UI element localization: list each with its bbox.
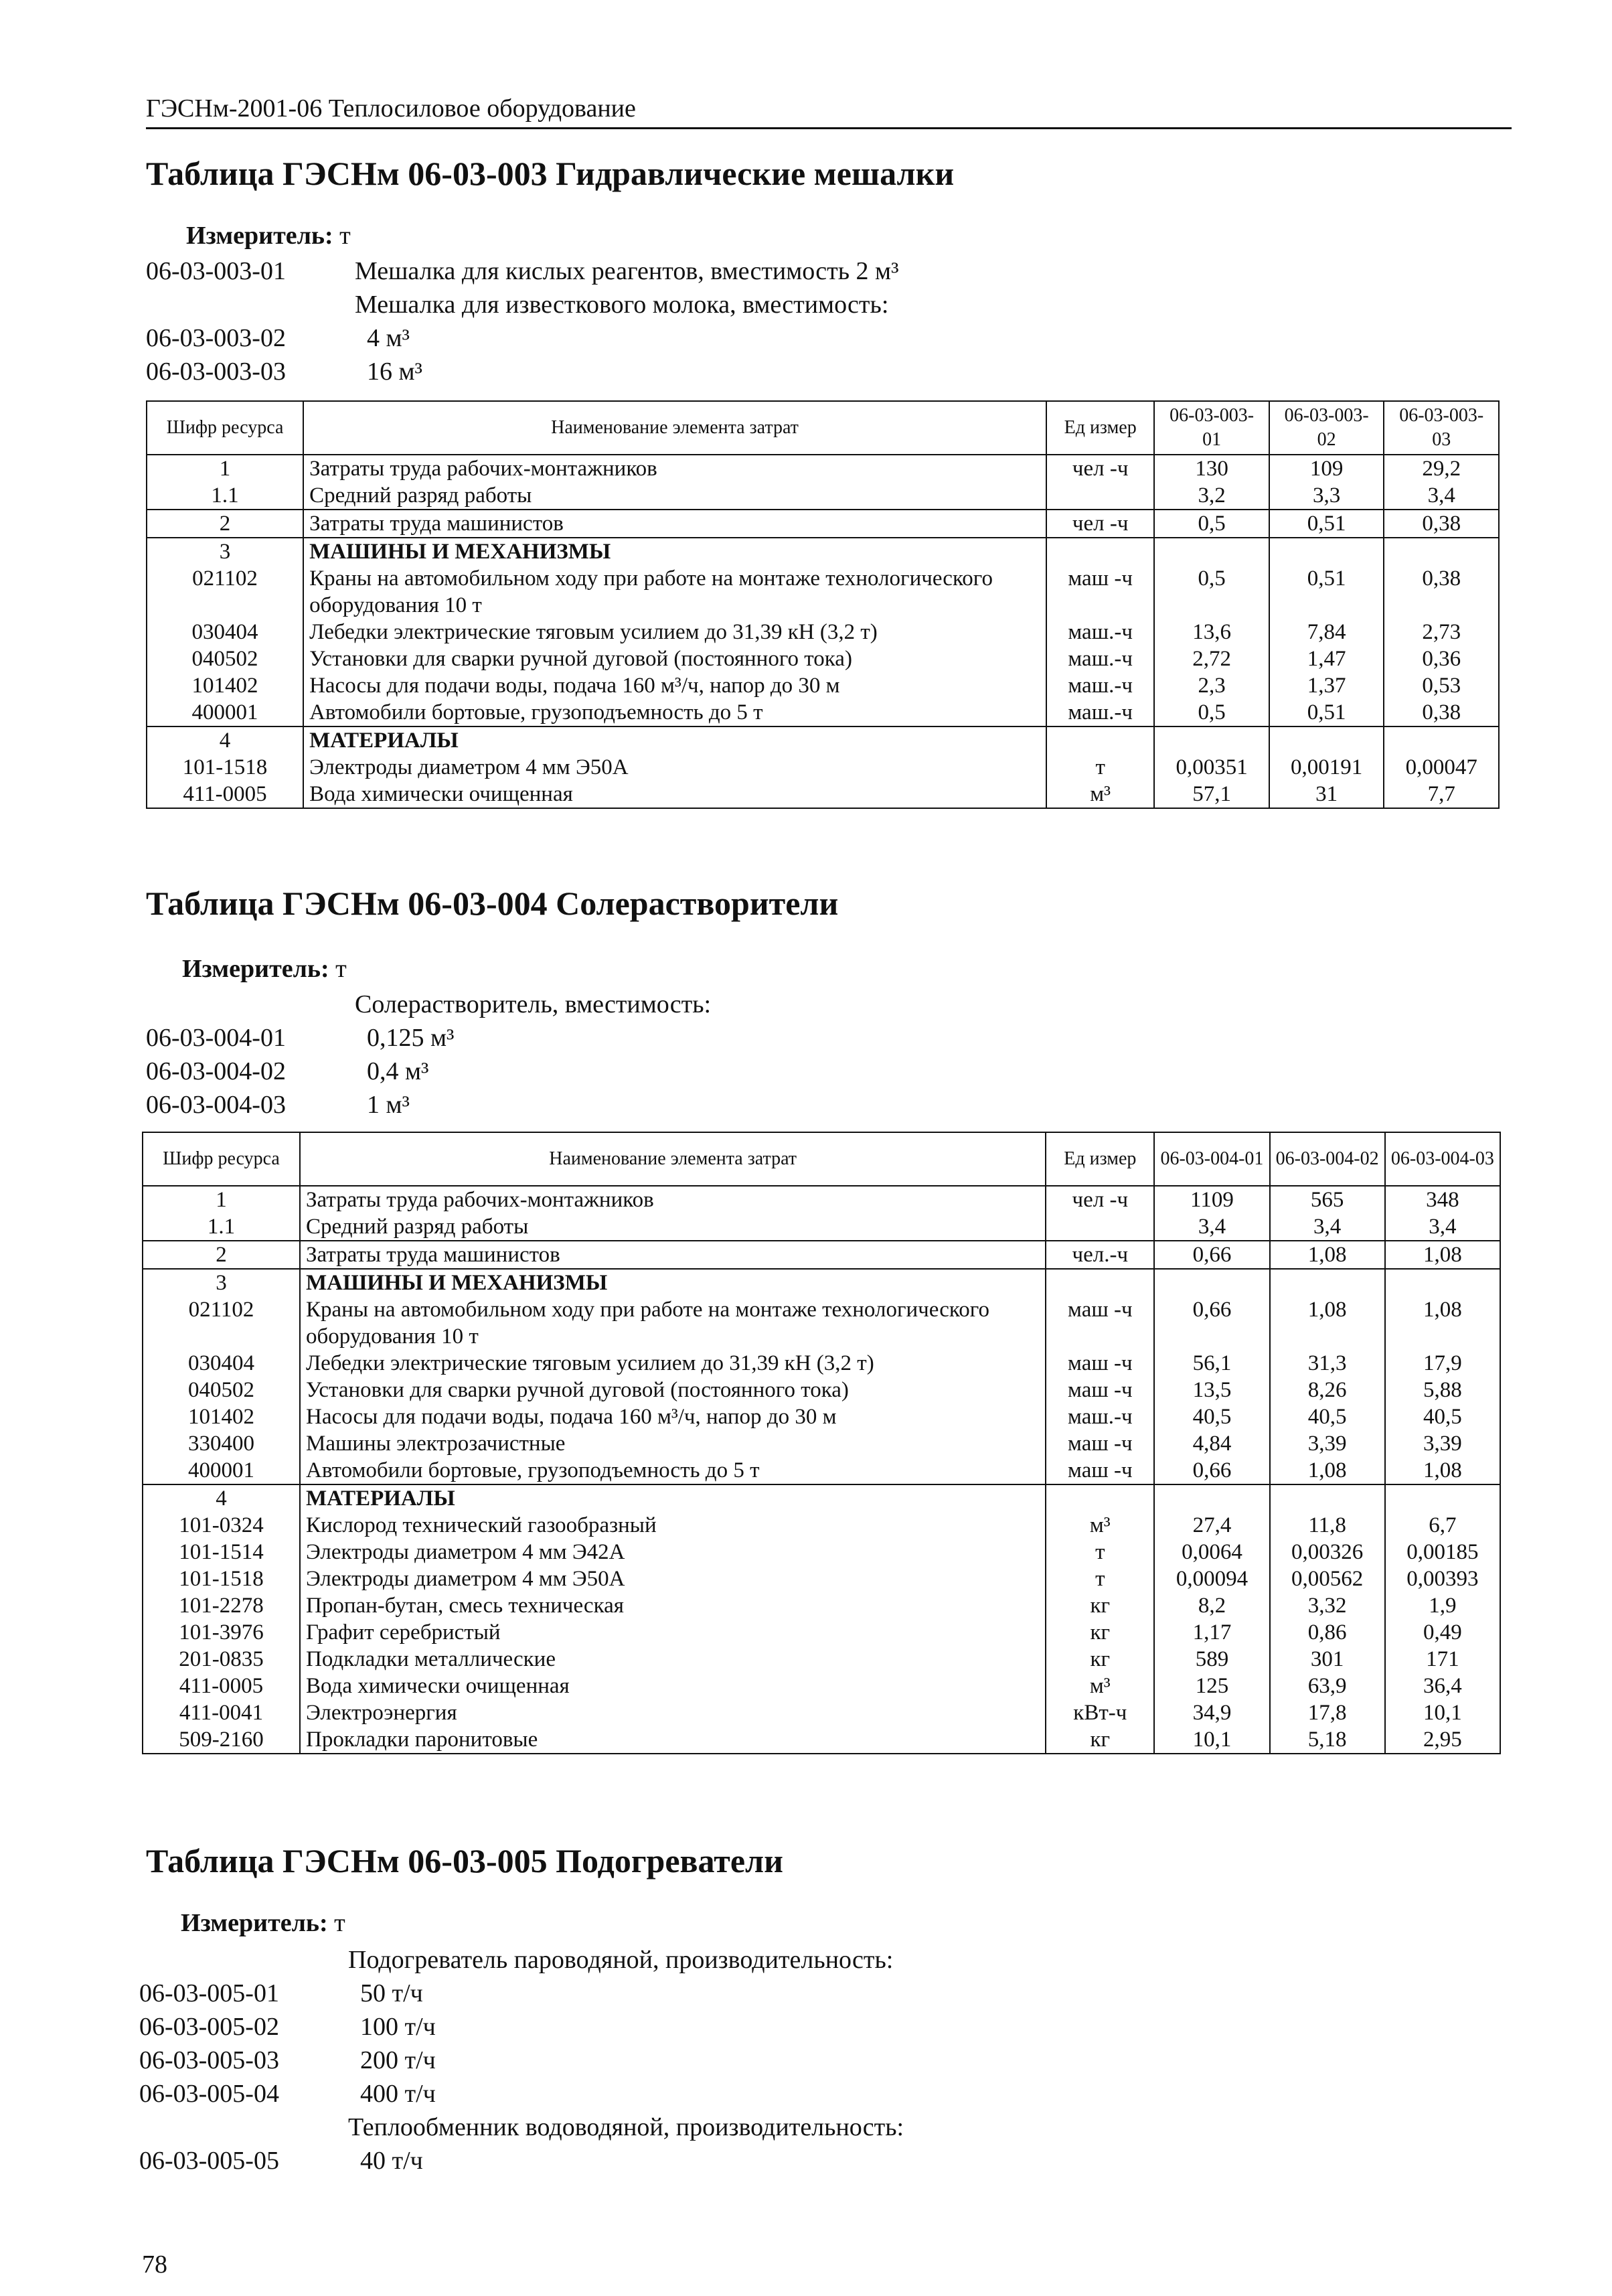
code-id: 06-03-004-01 xyxy=(146,1024,286,1052)
cell-value: 1,08 xyxy=(1270,1241,1385,1269)
cell-value: 13,5 xyxy=(1154,1377,1269,1403)
cell-value: 565 xyxy=(1270,1186,1385,1213)
cell-value xyxy=(1270,1484,1385,1512)
cell-resource-code: 400001 xyxy=(143,1457,300,1484)
table-004-meter xyxy=(182,954,347,984)
cell-resource-code: 101402 xyxy=(147,672,303,699)
cell-unit: т xyxy=(1046,1565,1154,1592)
cell-value: 0,38 xyxy=(1384,565,1499,619)
table-row xyxy=(143,1377,1500,1403)
cell-value: 36,4 xyxy=(1385,1673,1500,1699)
cell-resource-code: 101-1518 xyxy=(147,754,303,781)
cell-value: 0,53 xyxy=(1384,672,1499,699)
column-header: 06-03-003-03 xyxy=(1384,401,1499,455)
cell-name: МАТЕРИАЛЫ xyxy=(303,726,1046,754)
cell-value xyxy=(1384,726,1499,754)
meter-label: Измеритель: xyxy=(186,222,333,250)
cell-name: Электроэнергия xyxy=(300,1699,1046,1726)
cell-value: 34,9 xyxy=(1154,1699,1269,1726)
code-row xyxy=(146,355,422,388)
cell-unit: т xyxy=(1046,1539,1154,1565)
cell-value: 1,08 xyxy=(1385,1296,1500,1350)
cell-name: Графит серебристый xyxy=(300,1619,1046,1646)
cell-resource-code: 330400 xyxy=(143,1430,300,1457)
cell-name: Лебедки электрические тяговым усилием до 31,39 кН (3,2 т) xyxy=(300,1350,1046,1377)
column-header: Наименование элемента затрат xyxy=(303,401,1046,455)
table-row xyxy=(143,1457,1500,1484)
cell-value: 589 xyxy=(1154,1646,1269,1673)
cell-value: 31 xyxy=(1269,781,1384,808)
cell-value: 0,00326 xyxy=(1270,1539,1385,1565)
code-row xyxy=(146,1088,410,1122)
cell-resource-code: 201-0835 xyxy=(143,1646,300,1673)
table-row xyxy=(147,781,1499,808)
cell-unit: м³ xyxy=(1046,1512,1154,1539)
cell-value: 2,95 xyxy=(1385,1726,1500,1754)
cell-unit: м³ xyxy=(1046,1673,1154,1699)
cell-resource-code: 101-1514 xyxy=(143,1539,300,1565)
code-row xyxy=(139,1977,423,2010)
table-row xyxy=(143,1512,1500,1539)
cell-unit: маш.-ч xyxy=(1046,1403,1154,1430)
cell-value: 0,00185 xyxy=(1385,1539,1500,1565)
cell-resource-code: 4 xyxy=(143,1484,300,1512)
cell-resource-code: 101-3976 xyxy=(143,1619,300,1646)
cell-resource-code: 4 xyxy=(147,726,303,754)
cell-value: 0,51 xyxy=(1269,565,1384,619)
cell-value: 31,3 xyxy=(1270,1350,1385,1377)
cell-resource-code: 040502 xyxy=(147,645,303,672)
table-003-title: Таблица ГЭСНм 06-03-003 Гидравлические мешалки xyxy=(146,155,955,192)
cell-value: 8,2 xyxy=(1154,1592,1269,1619)
cell-resource-code: 411-0005 xyxy=(147,781,303,808)
cell-value: 17,9 xyxy=(1385,1350,1500,1377)
cell-value: 13,6 xyxy=(1154,619,1269,645)
cell-name: Установки для сварки ручной дуговой (постоянного тока) xyxy=(300,1377,1046,1403)
cell-unit: м³ xyxy=(1046,781,1154,808)
cell-name: Краны на автомобильном ходу при работе на монтаже технологического оборудования 10 т xyxy=(303,565,1046,619)
cell-value: 0,5 xyxy=(1154,699,1269,726)
table-row xyxy=(143,1296,1500,1350)
table-row xyxy=(143,1213,1500,1241)
cell-value: 1,17 xyxy=(1154,1619,1269,1646)
cell-value: 29,2 xyxy=(1384,455,1499,482)
cell-value xyxy=(1154,538,1269,565)
meter-unit: т xyxy=(335,955,347,983)
cell-value: 27,4 xyxy=(1154,1512,1269,1539)
cell-unit: маш.-ч xyxy=(1046,699,1154,726)
code-row xyxy=(139,2077,436,2111)
cell-value xyxy=(1270,1269,1385,1296)
cell-unit xyxy=(1046,1213,1154,1241)
cell-resource-code: 101-1518 xyxy=(143,1565,300,1592)
column-header: 06-03-004-02 xyxy=(1270,1132,1385,1186)
table-row xyxy=(143,1673,1500,1699)
code-id: 06-03-005-03 xyxy=(139,2046,279,2074)
cell-value: 0,00047 xyxy=(1384,754,1499,781)
code-row xyxy=(139,2144,423,2177)
table-row xyxy=(147,699,1499,726)
cell-resource-code: 411-0005 xyxy=(143,1673,300,1699)
cell-value: 1,08 xyxy=(1270,1296,1385,1350)
column-header: Шифр ресурса xyxy=(143,1132,300,1186)
meter-unit: т xyxy=(334,1909,345,1937)
table-header-row xyxy=(143,1132,1500,1186)
cell-name: МАШИНЫ И МЕХАНИЗМЫ xyxy=(303,538,1046,565)
table-row xyxy=(143,1350,1500,1377)
cell-value: 40,5 xyxy=(1270,1403,1385,1430)
cell-value: 8,26 xyxy=(1270,1377,1385,1403)
cell-resource-code: 2 xyxy=(147,510,303,538)
cell-value: 0,00351 xyxy=(1154,754,1269,781)
cell-resource-code: 1 xyxy=(143,1186,300,1213)
cell-value xyxy=(1385,1269,1500,1296)
cell-unit: кг xyxy=(1046,1646,1154,1673)
code-row xyxy=(139,2111,904,2144)
table-row xyxy=(143,1565,1500,1592)
code-description: 4 м³ xyxy=(367,324,410,352)
cell-resource-code: 040502 xyxy=(143,1377,300,1403)
cell-value: 3,4 xyxy=(1384,482,1499,510)
code-description: Мешалка для известкового молока, вместимость: xyxy=(355,291,889,319)
cell-resource-code: 021102 xyxy=(147,565,303,619)
cell-resource-code: 021102 xyxy=(143,1296,300,1350)
code-row xyxy=(139,2010,436,2044)
cell-name: Электроды диаметром 4 мм Э50А xyxy=(300,1565,1046,1592)
cell-value: 0,66 xyxy=(1154,1457,1269,1484)
code-id: 06-03-005-01 xyxy=(139,1979,279,2007)
cell-unit xyxy=(1046,1269,1154,1296)
table-row xyxy=(143,1726,1500,1754)
cell-value: 11,8 xyxy=(1270,1512,1385,1539)
cell-unit: маш.-ч xyxy=(1046,645,1154,672)
meter-label: Измеритель: xyxy=(182,955,329,983)
cell-value: 0,51 xyxy=(1269,699,1384,726)
table-row xyxy=(147,619,1499,645)
table-row xyxy=(147,645,1499,672)
cell-name: Затраты труда машинистов xyxy=(300,1241,1046,1269)
table-003-codes xyxy=(146,254,899,388)
code-row xyxy=(146,321,410,355)
cell-value: 301 xyxy=(1270,1646,1385,1673)
cell-resource-code: 411-0041 xyxy=(143,1699,300,1726)
cell-value: 0,00393 xyxy=(1385,1565,1500,1592)
code-id: 06-03-005-04 xyxy=(139,2080,279,2108)
cell-name: Подкладки металлические xyxy=(300,1646,1046,1673)
cell-name: Вода химически очищенная xyxy=(300,1673,1046,1699)
cell-resource-code: 509-2160 xyxy=(143,1726,300,1754)
cell-resource-code: 1 xyxy=(147,455,303,482)
cell-unit: чел -ч xyxy=(1046,455,1154,482)
cell-resource-code: 101-2278 xyxy=(143,1592,300,1619)
cell-unit: чел -ч xyxy=(1046,1186,1154,1213)
cell-resource-code: 101402 xyxy=(143,1403,300,1430)
code-row xyxy=(146,1055,429,1088)
cell-name: Пропан-бутан, смесь техническая xyxy=(300,1592,1046,1619)
column-header: 06-03-003-01 xyxy=(1154,401,1269,455)
cell-value: 3,39 xyxy=(1270,1430,1385,1457)
table-004-title: Таблица ГЭСНм 06-03-004 Солерастворители xyxy=(146,885,839,922)
cell-value: 1,08 xyxy=(1270,1457,1385,1484)
table-row xyxy=(143,1699,1500,1726)
cell-resource-code: 1.1 xyxy=(147,482,303,510)
cell-value: 171 xyxy=(1385,1646,1500,1673)
code-row xyxy=(146,1021,455,1055)
cell-value: 3,2 xyxy=(1154,482,1269,510)
code-row xyxy=(146,254,899,288)
code-id: 06-03-003-01 xyxy=(146,257,286,285)
cell-unit: кВт-ч xyxy=(1046,1699,1154,1726)
cell-value: 1,9 xyxy=(1385,1592,1500,1619)
cell-value: 4,84 xyxy=(1154,1430,1269,1457)
code-description: Мешалка для кислых реагентов, вместимость 2 м³ xyxy=(355,257,899,285)
table-005-codes xyxy=(139,1943,904,2177)
meter-label: Измеритель: xyxy=(181,1909,328,1937)
cell-value: 348 xyxy=(1385,1186,1500,1213)
table-row xyxy=(143,1430,1500,1457)
cell-value xyxy=(1154,1269,1269,1296)
cell-value: 0,0064 xyxy=(1154,1539,1269,1565)
cell-value: 2,73 xyxy=(1384,619,1499,645)
code-description: 100 т/ч xyxy=(360,2013,436,2041)
cell-name: МАТЕРИАЛЫ xyxy=(300,1484,1046,1512)
cell-unit: маш -ч xyxy=(1046,1457,1154,1484)
cell-value: 0,38 xyxy=(1384,699,1499,726)
table-row xyxy=(147,538,1499,565)
cell-resource-code: 101-0324 xyxy=(143,1512,300,1539)
cell-value: 2,72 xyxy=(1154,645,1269,672)
code-description: Солерастворитель, вместимость: xyxy=(355,990,712,1018)
cell-unit: маш.-ч xyxy=(1046,619,1154,645)
column-header: 06-03-004-01 xyxy=(1154,1132,1269,1186)
cell-value: 57,1 xyxy=(1154,781,1269,808)
cell-value: 1,37 xyxy=(1269,672,1384,699)
cell-value: 0,5 xyxy=(1154,565,1269,619)
cell-value: 3,3 xyxy=(1269,482,1384,510)
cell-unit: маш -ч xyxy=(1046,565,1154,619)
cell-name: Средний разряд работы xyxy=(303,482,1046,510)
table-row xyxy=(147,672,1499,699)
code-id: 06-03-005-05 xyxy=(139,2147,279,2175)
table-004-codes xyxy=(146,988,712,1122)
cell-name: Насосы для подачи воды, подача 160 м³/ч, напор до 30 м xyxy=(300,1403,1046,1430)
cell-name: Установки для сварки ручной дуговой (постоянного тока) xyxy=(303,645,1046,672)
cell-unit: маш -ч xyxy=(1046,1430,1154,1457)
cell-value: 0,5 xyxy=(1154,510,1269,538)
cell-value xyxy=(1269,538,1384,565)
cell-unit: кг xyxy=(1046,1619,1154,1646)
table-005-meter xyxy=(181,1908,345,1938)
cell-unit: чел -ч xyxy=(1046,510,1154,538)
cell-name: Затраты труда рабочих-монтажников xyxy=(300,1186,1046,1213)
code-description: 400 т/ч xyxy=(360,2080,436,2108)
cell-value: 2,3 xyxy=(1154,672,1269,699)
cell-value xyxy=(1385,1484,1500,1512)
cell-value: 0,38 xyxy=(1384,510,1499,538)
cell-resource-code: 030404 xyxy=(147,619,303,645)
cell-value: 0,66 xyxy=(1154,1296,1269,1350)
cell-name: МАШИНЫ И МЕХАНИЗМЫ xyxy=(300,1269,1046,1296)
code-row xyxy=(146,288,889,321)
cell-value xyxy=(1384,538,1499,565)
table-row xyxy=(147,754,1499,781)
code-description: 1 м³ xyxy=(367,1091,410,1119)
code-row xyxy=(139,2044,436,2077)
cell-value: 0,00562 xyxy=(1270,1565,1385,1592)
cell-resource-code: 3 xyxy=(143,1269,300,1296)
cell-value: 40,5 xyxy=(1154,1403,1269,1430)
table-row xyxy=(143,1539,1500,1565)
cell-unit xyxy=(1046,482,1154,510)
cell-name: Краны на автомобильном ходу при работе на монтаже технологического оборудования 10 т xyxy=(300,1296,1046,1350)
cell-value: 3,32 xyxy=(1270,1592,1385,1619)
cell-name: Средний разряд работы xyxy=(300,1213,1046,1241)
column-header: 06-03-004-03 xyxy=(1385,1132,1500,1186)
code-id: 06-03-005-02 xyxy=(139,2013,279,2041)
column-header: Ед измер xyxy=(1046,1132,1154,1186)
cell-value: 3,4 xyxy=(1385,1213,1500,1241)
cell-value: 10,1 xyxy=(1154,1726,1269,1754)
cell-value xyxy=(1154,1484,1269,1512)
table-row xyxy=(147,565,1499,619)
cell-unit: маш.-ч xyxy=(1046,672,1154,699)
cell-unit xyxy=(1046,726,1154,754)
cell-value: 10,1 xyxy=(1385,1699,1500,1726)
table-004 xyxy=(142,1132,1501,1754)
table-row xyxy=(147,482,1499,510)
cell-value: 0,86 xyxy=(1270,1619,1385,1646)
table-row xyxy=(143,1619,1500,1646)
cell-value: 0,51 xyxy=(1269,510,1384,538)
cell-value: 0,49 xyxy=(1385,1619,1500,1646)
meter-unit: т xyxy=(339,222,351,250)
cell-value: 0,36 xyxy=(1384,645,1499,672)
cell-value: 63,9 xyxy=(1270,1673,1385,1699)
table-row xyxy=(143,1484,1500,1512)
cell-name: Автомобили бортовые, грузоподъемность до 5 т xyxy=(303,699,1046,726)
cell-value: 17,8 xyxy=(1270,1699,1385,1726)
column-header: Шифр ресурса xyxy=(147,401,303,455)
cell-value: 0,00094 xyxy=(1154,1565,1269,1592)
column-header: Ед измер xyxy=(1046,401,1154,455)
cell-name: Прокладки паронитовые xyxy=(300,1726,1046,1754)
cell-resource-code: 3 xyxy=(147,538,303,565)
cell-unit: т xyxy=(1046,754,1154,781)
table-row xyxy=(143,1592,1500,1619)
cell-value: 0,00191 xyxy=(1269,754,1384,781)
cell-value: 6,7 xyxy=(1385,1512,1500,1539)
cell-value: 40,5 xyxy=(1385,1403,1500,1430)
code-description: 16 м³ xyxy=(367,358,422,386)
code-description: Теплообменник водоводяной, производительность: xyxy=(348,2113,904,2141)
cell-unit xyxy=(1046,538,1154,565)
code-description: 0,4 м³ xyxy=(367,1057,429,1085)
running-header: ГЭСНм-2001-06 Теплосиловое оборудование xyxy=(146,94,1512,129)
cell-resource-code: 2 xyxy=(143,1241,300,1269)
cell-name: Кислород технический газообразный xyxy=(300,1512,1046,1539)
cell-name: Автомобили бортовые, грузоподъемность до 5 т xyxy=(300,1457,1046,1484)
cell-name: Насосы для подачи воды, подача 160 м³/ч, напор до 30 м xyxy=(303,672,1046,699)
cell-name: Затраты труда машинистов xyxy=(303,510,1046,538)
cell-value: 0,66 xyxy=(1154,1241,1269,1269)
cell-value: 7,7 xyxy=(1384,781,1499,808)
table-row xyxy=(147,726,1499,754)
cell-unit xyxy=(1046,1484,1154,1512)
cell-value: 5,18 xyxy=(1270,1726,1385,1754)
table-row xyxy=(143,1241,1500,1269)
code-description: 200 т/ч xyxy=(360,2046,436,2074)
cell-resource-code: 400001 xyxy=(147,699,303,726)
cell-value: 109 xyxy=(1269,455,1384,482)
cell-value: 125 xyxy=(1154,1673,1269,1699)
column-header: 06-03-003-02 xyxy=(1269,401,1384,455)
cell-value: 7,84 xyxy=(1269,619,1384,645)
table-003 xyxy=(146,400,1500,809)
cell-resource-code: 030404 xyxy=(143,1350,300,1377)
cell-value: 3,4 xyxy=(1154,1213,1269,1241)
cell-name: Затраты труда рабочих-монтажников xyxy=(303,455,1046,482)
code-row xyxy=(146,988,712,1021)
table-row xyxy=(147,455,1499,482)
code-description: 40 т/ч xyxy=(360,2147,423,2175)
table-row xyxy=(147,510,1499,538)
code-id: 06-03-003-02 xyxy=(146,324,286,352)
cell-value: 130 xyxy=(1154,455,1269,482)
table-header-row xyxy=(147,401,1499,455)
cell-value: 3,4 xyxy=(1270,1213,1385,1241)
cell-value: 1,08 xyxy=(1385,1457,1500,1484)
code-id: 06-03-004-03 xyxy=(146,1091,286,1119)
page-number: 78 xyxy=(142,2250,167,2279)
table-005-title: Таблица ГЭСНм 06-03-005 Подогреватели xyxy=(146,1842,783,1880)
cell-unit: кг xyxy=(1046,1726,1154,1754)
cell-unit: маш -ч xyxy=(1046,1350,1154,1377)
cell-unit: кг xyxy=(1046,1592,1154,1619)
cell-name: Машины электрозачистные xyxy=(300,1430,1046,1457)
cell-unit: маш -ч xyxy=(1046,1296,1154,1350)
table-row xyxy=(143,1646,1500,1673)
cell-value: 56,1 xyxy=(1154,1350,1269,1377)
cell-value: 1109 xyxy=(1154,1186,1269,1213)
table-003-meter xyxy=(186,221,351,250)
code-description: Подогреватель пароводяной, производительность: xyxy=(348,1946,894,1974)
cell-value: 1,08 xyxy=(1385,1241,1500,1269)
code-id: 06-03-004-02 xyxy=(146,1057,286,1085)
cell-resource-code: 1.1 xyxy=(143,1213,300,1241)
cell-name: Лебедки электрические тяговым усилием до 31,39 кН (3,2 т) xyxy=(303,619,1046,645)
column-header: Наименование элемента затрат xyxy=(300,1132,1046,1186)
table-row xyxy=(143,1186,1500,1213)
code-row xyxy=(139,1943,894,1977)
cell-unit: маш -ч xyxy=(1046,1377,1154,1403)
cell-name: Вода химически очищенная xyxy=(303,781,1046,808)
cell-value: 1,47 xyxy=(1269,645,1384,672)
table-row xyxy=(143,1269,1500,1296)
cell-value xyxy=(1154,726,1269,754)
code-description: 0,125 м³ xyxy=(367,1024,455,1052)
cell-value: 3,39 xyxy=(1385,1430,1500,1457)
code-description: 50 т/ч xyxy=(360,1979,423,2007)
cell-name: Электроды диаметром 4 мм Э50А xyxy=(303,754,1046,781)
code-id: 06-03-003-03 xyxy=(146,358,286,386)
table-row xyxy=(143,1403,1500,1430)
cell-value xyxy=(1269,726,1384,754)
cell-value: 5,88 xyxy=(1385,1377,1500,1403)
cell-name: Электроды диаметром 4 мм Э42А xyxy=(300,1539,1046,1565)
cell-unit: чел.-ч xyxy=(1046,1241,1154,1269)
